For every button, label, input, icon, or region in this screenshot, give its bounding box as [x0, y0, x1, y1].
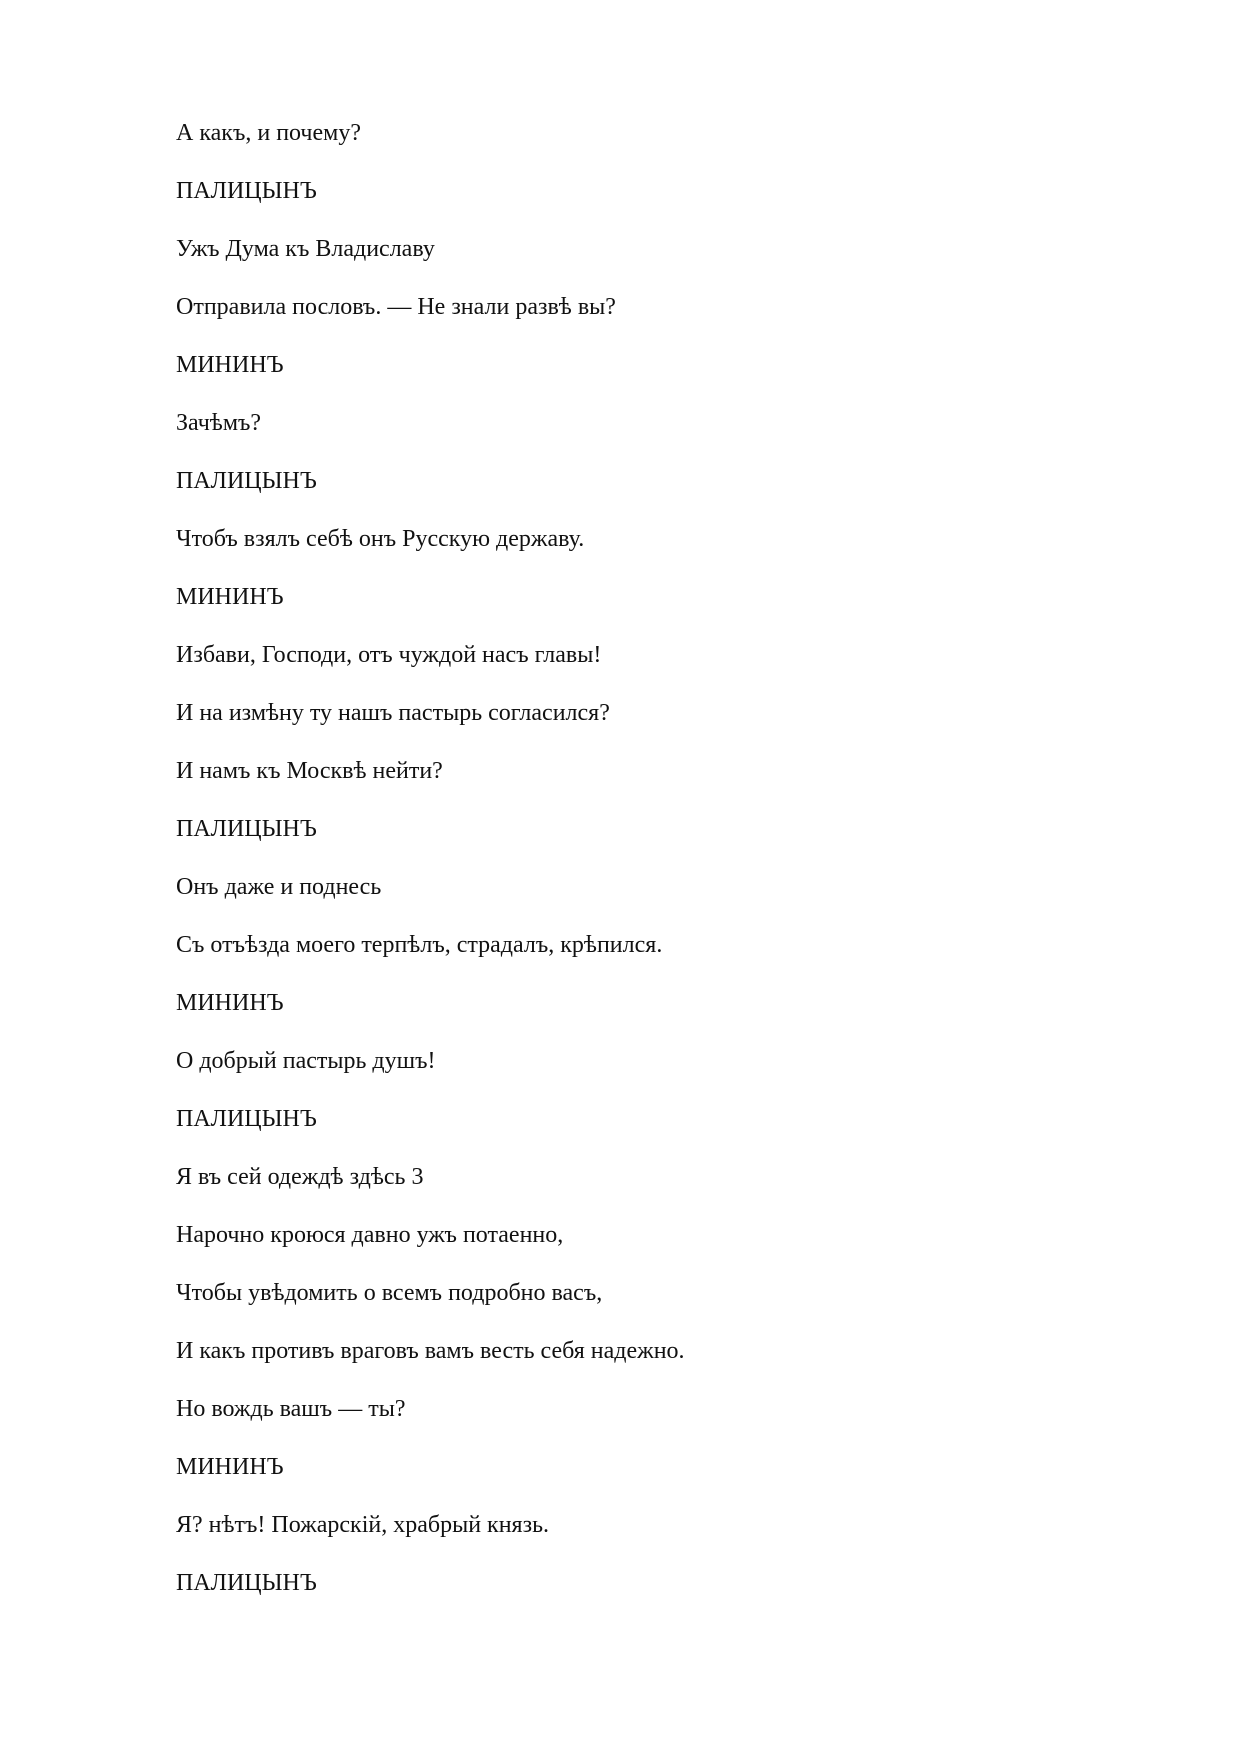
verse-line: О добрый пастырь душъ! [176, 1048, 436, 1074]
verse-line: Я? нѣтъ! Пожарскій, храбрый князь. [176, 1512, 550, 1538]
speaker-name: ПАЛИЦЫНЪ [176, 1106, 317, 1132]
verse-line: Нарочно кроюся давно ужъ потаенно, [176, 1222, 564, 1248]
speaker-name: ПАЛИЦЫНЪ [176, 816, 317, 842]
verse-line: Ужъ Дума къ Владиславу [176, 236, 435, 262]
verse-line: Я въ сей одеждѣ здѣсь 3 [176, 1164, 424, 1190]
speaker-name: ПАЛИЦЫНЪ [176, 468, 317, 494]
speaker-name: МИНИНЪ [176, 990, 284, 1016]
verse-line: И на измѣну ту нашъ пастырь согласился? [176, 700, 610, 726]
verse-line: А какъ, и почему? [176, 120, 361, 146]
speaker-name: МИНИНЪ [176, 1454, 284, 1480]
text-body [176, 104, 1156, 1612]
verse-line: И какъ противъ враговъ вамъ весть себя надежно. [176, 1338, 685, 1364]
verse-line: Отправила пословъ. — Не знали развѣ вы? [176, 294, 616, 320]
verse-line: И намъ къ Москвѣ нейти? [176, 758, 443, 784]
verse-line: Но вождь вашъ — ты? [176, 1396, 406, 1422]
speaker-name: ПАЛИЦЫНЪ [176, 1570, 317, 1596]
verse-line: Зачѣмъ? [176, 410, 262, 436]
verse-line: Онъ даже и поднесь [176, 874, 382, 900]
verse-line: Избави, Господи, отъ чуждой насъ главы! [176, 642, 602, 668]
speaker-name: МИНИНЪ [176, 584, 284, 610]
speaker-name: МИНИНЪ [176, 352, 284, 378]
verse-line: Съ отъѣзда моего терпѣлъ, страдалъ, крѣпился. [176, 932, 663, 958]
speaker-name: ПАЛИЦЫНЪ [176, 178, 317, 204]
verse-line: Чтобы увѣдомить о всемъ подробно васъ, [176, 1280, 603, 1306]
verse-line: Чтобъ взялъ себѣ онъ Русскую державу. [176, 526, 585, 552]
